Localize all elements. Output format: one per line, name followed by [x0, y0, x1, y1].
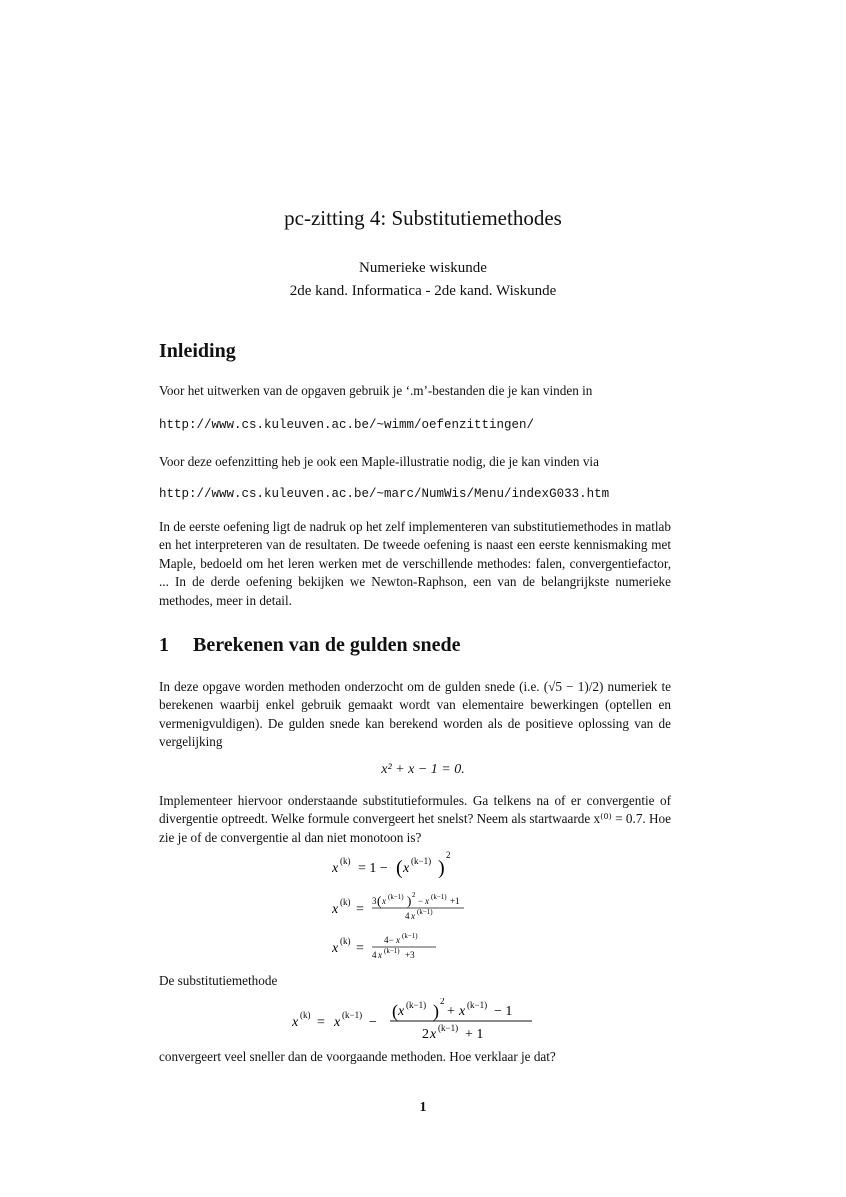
svg-text:(k−1): (k−1)	[342, 1010, 363, 1020]
formula-3-graphic	[332, 928, 492, 968]
svg-text:−: −	[418, 896, 424, 906]
course-name: Numerieke wiskunde	[359, 260, 487, 276]
svg-text:+1: +1	[450, 896, 460, 906]
svg-text:(k−1): (k−1)	[438, 1023, 459, 1033]
svg-text:+3: +3	[405, 950, 415, 960]
paragraph-1-rest: numeriek te berekenen waarbij enkel gebruik gemaakt wordt van elementaire bewerkingen (optellen en vermenigvuldigen). De gulden snede kan berekend worden als de positieve oplossing van de vergelijking	[159, 679, 672, 750]
svg-text:= 1 −: = 1 −	[358, 861, 388, 876]
svg-text:x: x	[332, 941, 339, 956]
svg-text:x: x	[430, 1027, 437, 1042]
svg-text:(k): (k)	[340, 856, 351, 866]
formula-1	[332, 848, 532, 886]
svg-text:x: x	[411, 911, 415, 921]
section-title: Berekenen van de gulden snede	[193, 634, 461, 656]
svg-text:x: x	[332, 861, 339, 876]
paragraph-1-first-line: In deze opgave worden methoden onderzocht om de gulden snede (i.e. (√5 − 1)/2)	[159, 679, 604, 694]
audience-line: 2de kand. Informatica - 2de kand. Wiskunde	[289, 283, 557, 299]
svg-text:3: 3	[372, 896, 377, 906]
svg-text:(k−1): (k−1)	[431, 893, 447, 901]
svg-text:2: 2	[440, 998, 445, 1006]
svg-text:−: −	[369, 1015, 377, 1030]
section-number: 1	[159, 634, 169, 656]
svg-text:x: x	[398, 1004, 405, 1019]
formula-4	[292, 998, 552, 1050]
svg-text:+: +	[447, 1004, 455, 1019]
formula-3	[332, 928, 492, 972]
svg-text:x: x	[403, 861, 410, 876]
svg-text:x: x	[459, 1004, 466, 1019]
svg-text:x: x	[334, 1015, 341, 1030]
svg-text:(: (	[392, 1001, 398, 1021]
svg-text:2: 2	[412, 891, 416, 899]
svg-text:− 1: − 1	[494, 1004, 513, 1019]
svg-text:x: x	[425, 896, 429, 906]
svg-text:+ 1: + 1	[465, 1027, 484, 1042]
intro-paragraph-2: Voor deze oefenzitting heb je ook een Maple-illustratie nodig, die je kan vinden via	[159, 454, 599, 469]
svg-text:): )	[407, 893, 412, 908]
svg-text:4: 4	[405, 911, 410, 921]
svg-text:(k): (k)	[340, 936, 351, 946]
svg-text:(: (	[377, 893, 382, 908]
section-1-paragraph-4: convergeert veel sneller dan de voorgaande methoden. Hoe verklaar je dat?	[159, 1049, 556, 1064]
svg-text:): )	[438, 857, 445, 879]
formula-2-graphic	[332, 889, 552, 929]
svg-text:=: =	[356, 902, 364, 917]
intro-url-1: http://www.cs.kuleuven.ac.be/~wimm/oefenzittingen/	[159, 418, 535, 432]
section-1-paragraph-3: De substitutiemethode	[159, 973, 278, 988]
intro-url-2: http://www.cs.kuleuven.ac.be/~marc/NumWis/Menu/indexG033.htm	[159, 487, 610, 501]
svg-text:=: =	[317, 1015, 325, 1030]
svg-text:(k−1): (k−1)	[406, 1000, 427, 1010]
svg-text:(k): (k)	[300, 1010, 311, 1020]
svg-text:(k−1): (k−1)	[411, 856, 432, 866]
section-1-paragraph-2: Implementeer hiervoor onderstaande substitutieformules. Ga telkens na of er convergentie of divergentie optreedt. Welke formule convergeert het snelst? Neem als startwaarde x⁽⁰⁾ = 0.7. Hoe zie je of de convergentie al dan niet monotoon is?	[159, 793, 671, 845]
equation-quadratic: x² + x − 1 = 0.	[381, 762, 465, 777]
svg-text:2: 2	[446, 850, 451, 860]
svg-text:x: x	[332, 902, 339, 917]
svg-text:): )	[433, 1001, 439, 1021]
document-title: pc-zitting 4: Substitutiemethodes	[284, 206, 562, 230]
page-number: 1	[419, 1100, 427, 1115]
svg-text:x: x	[378, 950, 382, 960]
svg-text:(k−1): (k−1)	[417, 908, 433, 916]
formula-2	[332, 889, 552, 933]
svg-text:(k): (k)	[340, 897, 351, 907]
formula-4-graphic	[292, 998, 552, 1046]
section-1-heading	[159, 634, 460, 657]
svg-text:4−: 4−	[384, 935, 394, 945]
svg-text:x: x	[396, 935, 400, 945]
svg-text:=: =	[356, 941, 364, 956]
formula-1-graphic	[332, 848, 532, 882]
svg-text:4: 4	[372, 950, 377, 960]
intro-paragraph-1: Voor het uitwerken van de opgaven gebruik je ‘.m’-bestanden die je kan vinden in	[159, 383, 593, 398]
svg-text:(: (	[396, 857, 403, 879]
svg-text:(k−1): (k−1)	[384, 947, 400, 955]
intro-paragraph-3: In de eerste oefening ligt de nadruk op het zelf implementeren van substitutiemethodes in matlab en het interpreteren van de resultaten. De tweede oefening is naast een eerste kennismaking met Maple, bedoeld om het leren werken met de verschillende methodes: falen, convergentiefactor, ... In de derde oefening bekijken we Newton-Raphson, een van de belangrijkste numerieke methodes, meer in detail.	[159, 519, 671, 608]
svg-text:2: 2	[422, 1027, 429, 1042]
svg-text:x: x	[292, 1015, 299, 1030]
intro-heading: Inleiding	[159, 340, 236, 362]
svg-text:(k−1): (k−1)	[388, 893, 404, 901]
svg-text:(k−1): (k−1)	[467, 1000, 488, 1010]
section-1-paragraph-1	[159, 678, 671, 752]
svg-text:(k−1): (k−1)	[402, 932, 418, 940]
svg-text:x: x	[382, 896, 386, 906]
